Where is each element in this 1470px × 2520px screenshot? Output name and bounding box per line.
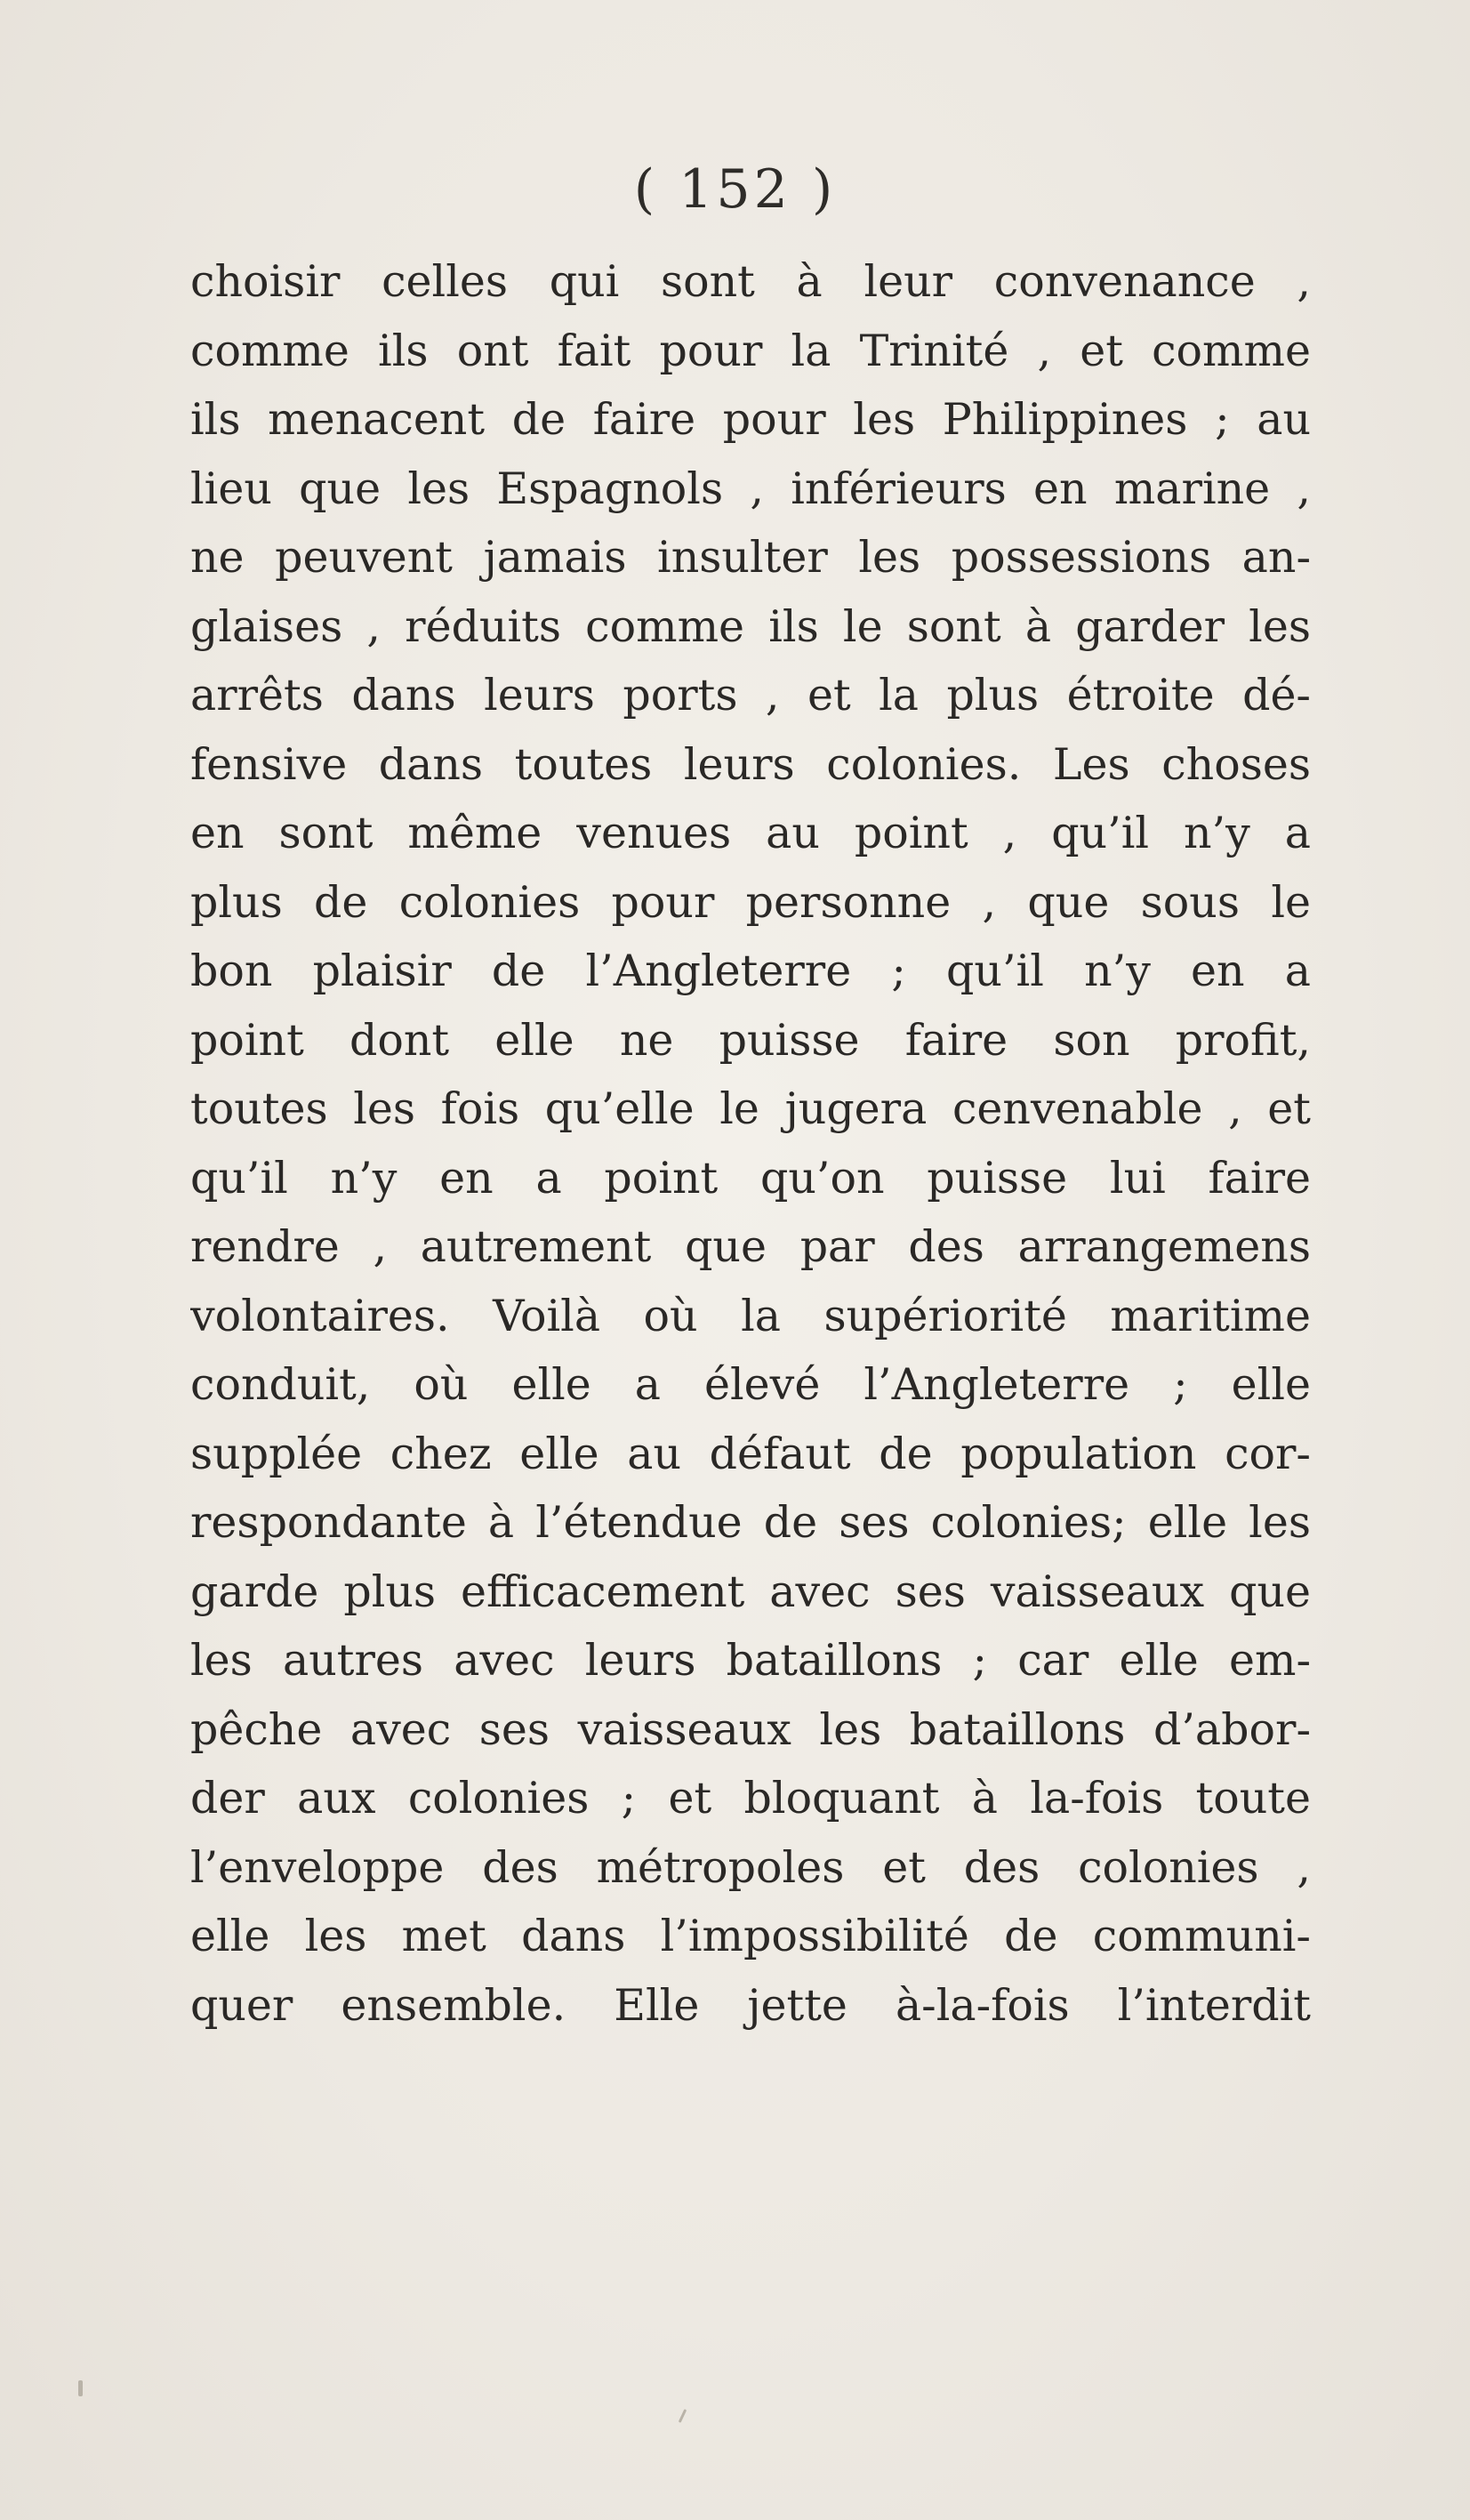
text-line: elle les met dans l’impossibilité de communi-: [190, 1911, 1311, 1961]
text-line: volontaires. Voilà où la supériorité maritime: [190, 1290, 1311, 1341]
text-line: qu’il n’y en a point qu’on puisse lui faire: [190, 1152, 1311, 1204]
text-line: arrêts dans leurs ports , et la plus étroite dé-: [190, 670, 1311, 721]
text-line: rendre , autrement que par des arrangemens: [190, 1221, 1311, 1272]
text-line: ils menacent de faire pour les Philippines ; au: [190, 394, 1311, 445]
text-line: plus de colonies pour personne , que sous le: [190, 876, 1311, 928]
text-line: conduit, où elle a élevé l’Angleterre ; elle: [190, 1359, 1311, 1410]
text-line: comme ils ont fait pour la Trinité , et comme: [190, 325, 1311, 376]
page-number: ( 152 ): [633, 158, 837, 221]
text-line: lieu que les Espagnols , inférieurs en marine ,: [190, 463, 1311, 514]
text-line: toutes les fois qu’elle le jugera cenvenable , et: [190, 1083, 1311, 1134]
text-line: les autres avec leurs bataillons ; car elle em-: [190, 1635, 1311, 1686]
text-line: ne peuvent jamais insulter les possessions an-: [190, 532, 1311, 583]
text-line: point dont elle ne puisse faire son profit,: [190, 1014, 1311, 1066]
text-line: en sont même venues au point , qu’il n’y a: [190, 808, 1311, 858]
text-line: garde plus efficacement avec ses vaisseaux que: [190, 1566, 1311, 1617]
text-line: der aux colonies ; et bloquant à la-fois toute: [190, 1773, 1311, 1824]
text-line: l’enveloppe des métropoles et des colonies ,: [190, 1841, 1311, 1893]
paper-speck: [78, 2380, 83, 2396]
text-line: quer ensemble. Elle jette à-la-fois l’interdit: [190, 1979, 1311, 2031]
text-line: supplée chez elle au défaut de population cor-: [190, 1428, 1311, 1479]
text-line: glaises , réduits comme ils le sont à garder les: [190, 600, 1311, 652]
text-line: fensive dans toutes leurs colonies. Les choses: [190, 738, 1311, 790]
text-line: pêche avec ses vaisseaux les bataillons d’abor-: [190, 1703, 1311, 1755]
text-line: respondante à l’étendue de ses colonies; elle les: [190, 1497, 1311, 1548]
text-line: choisir celles qui sont à leur convenance ,: [190, 256, 1311, 307]
paper-speck: [679, 2409, 687, 2423]
page-body-text: [190, 247, 1311, 2040]
text-line: bon plaisir de l’Angleterre ; qu’il n’y en a: [190, 946, 1311, 996]
